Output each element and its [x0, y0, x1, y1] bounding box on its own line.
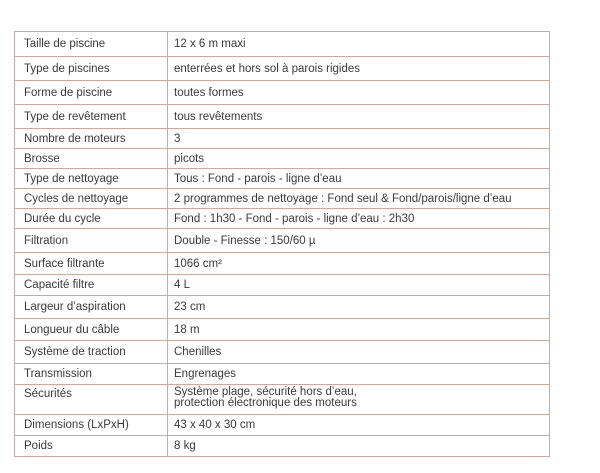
spec-row-pool-shape — [15, 81, 550, 105]
spec-label: Filtration — [15, 229, 168, 253]
spec-row-cleaning-type — [15, 169, 550, 189]
spec-value: toutes formes — [168, 81, 550, 105]
spec-value: Engrenages — [168, 364, 550, 385]
spec-row-pool-type — [15, 57, 550, 81]
spec-label: Sécurités — [15, 385, 168, 415]
spec-row-liner-type — [15, 105, 550, 129]
spec-label: Largeur d’aspiration — [15, 296, 168, 319]
spec-row-filter-capacity — [15, 275, 550, 296]
spec-row-suction-width — [15, 296, 550, 319]
spec-value: Tous : Fond - parois - ligne d’eau — [168, 169, 550, 189]
spec-value: Fond : 1h30 - Fond - parois - ligne d’eau : 2h30 — [168, 209, 550, 229]
spec-label: Poids — [15, 436, 168, 457]
spec-row-filter-surface — [15, 253, 550, 275]
spec-row-dimensions — [15, 415, 550, 436]
spec-value: 2 programmes de nettoyage : Fond seul & Fond/parois/ligne d’eau — [168, 189, 550, 209]
spec-row-motor-count — [15, 129, 550, 149]
spec-row-cleaning-cycles — [15, 189, 550, 209]
spec-value: Double - Finesse : 150/60 µ — [168, 229, 550, 253]
spec-label: Capacité filtre — [15, 275, 168, 296]
spec-label: Type de nettoyage — [15, 169, 168, 189]
spec-value: 23 cm — [168, 296, 550, 319]
spec-label: Cycles de nettoyage — [15, 189, 168, 209]
spec-value-line: Système plage, sécurité hors d’eau, — [174, 386, 357, 398]
spec-value: 43 x 40 x 30 cm — [168, 415, 550, 436]
specifications-table — [14, 31, 550, 457]
spec-value: tous revêtements — [168, 105, 550, 129]
spec-label: Brosse — [15, 149, 168, 169]
spec-row-filtration — [15, 229, 550, 253]
spec-value: Chenilles — [168, 341, 550, 364]
spec-row-cable-length — [15, 319, 550, 341]
spec-value-line: protection électronique des moteurs — [174, 397, 357, 409]
spec-row-safety — [15, 385, 550, 415]
spec-row-transmission — [15, 364, 550, 385]
spec-value: 4 L — [168, 275, 550, 296]
spec-label: Nombre de moteurs — [15, 129, 168, 149]
spec-value: 1066 cm² — [168, 253, 550, 275]
spec-value: 3 — [168, 129, 550, 149]
spec-value: 12 x 6 m maxi — [168, 32, 550, 57]
spec-value — [168, 385, 550, 415]
spec-row-traction-system — [15, 341, 550, 364]
spec-label: Type de piscines — [15, 57, 168, 81]
spec-value: enterrées et hors sol à parois rigides — [168, 57, 550, 81]
spec-label: Type de revêtement — [15, 105, 168, 129]
spec-label: Surface filtrante — [15, 253, 168, 275]
spec-label: Transmission — [15, 364, 168, 385]
spec-value: picots — [168, 149, 550, 169]
spec-row-cycle-duration — [15, 209, 550, 229]
spec-label: Forme de piscine — [15, 81, 168, 105]
spec-label: Longueur du câble — [15, 319, 168, 341]
spec-value: 18 m — [168, 319, 550, 341]
spec-row-weight — [15, 436, 550, 457]
spec-value: 8 kg — [168, 436, 550, 457]
spec-label: Taille de piscine — [15, 32, 168, 57]
spec-row-brush — [15, 149, 550, 169]
spec-label: Système de traction — [15, 341, 168, 364]
spec-label: Durée du cycle — [15, 209, 168, 229]
spec-row-pool-size — [15, 32, 550, 57]
spec-label: Dimensions (LxPxH) — [15, 415, 168, 436]
